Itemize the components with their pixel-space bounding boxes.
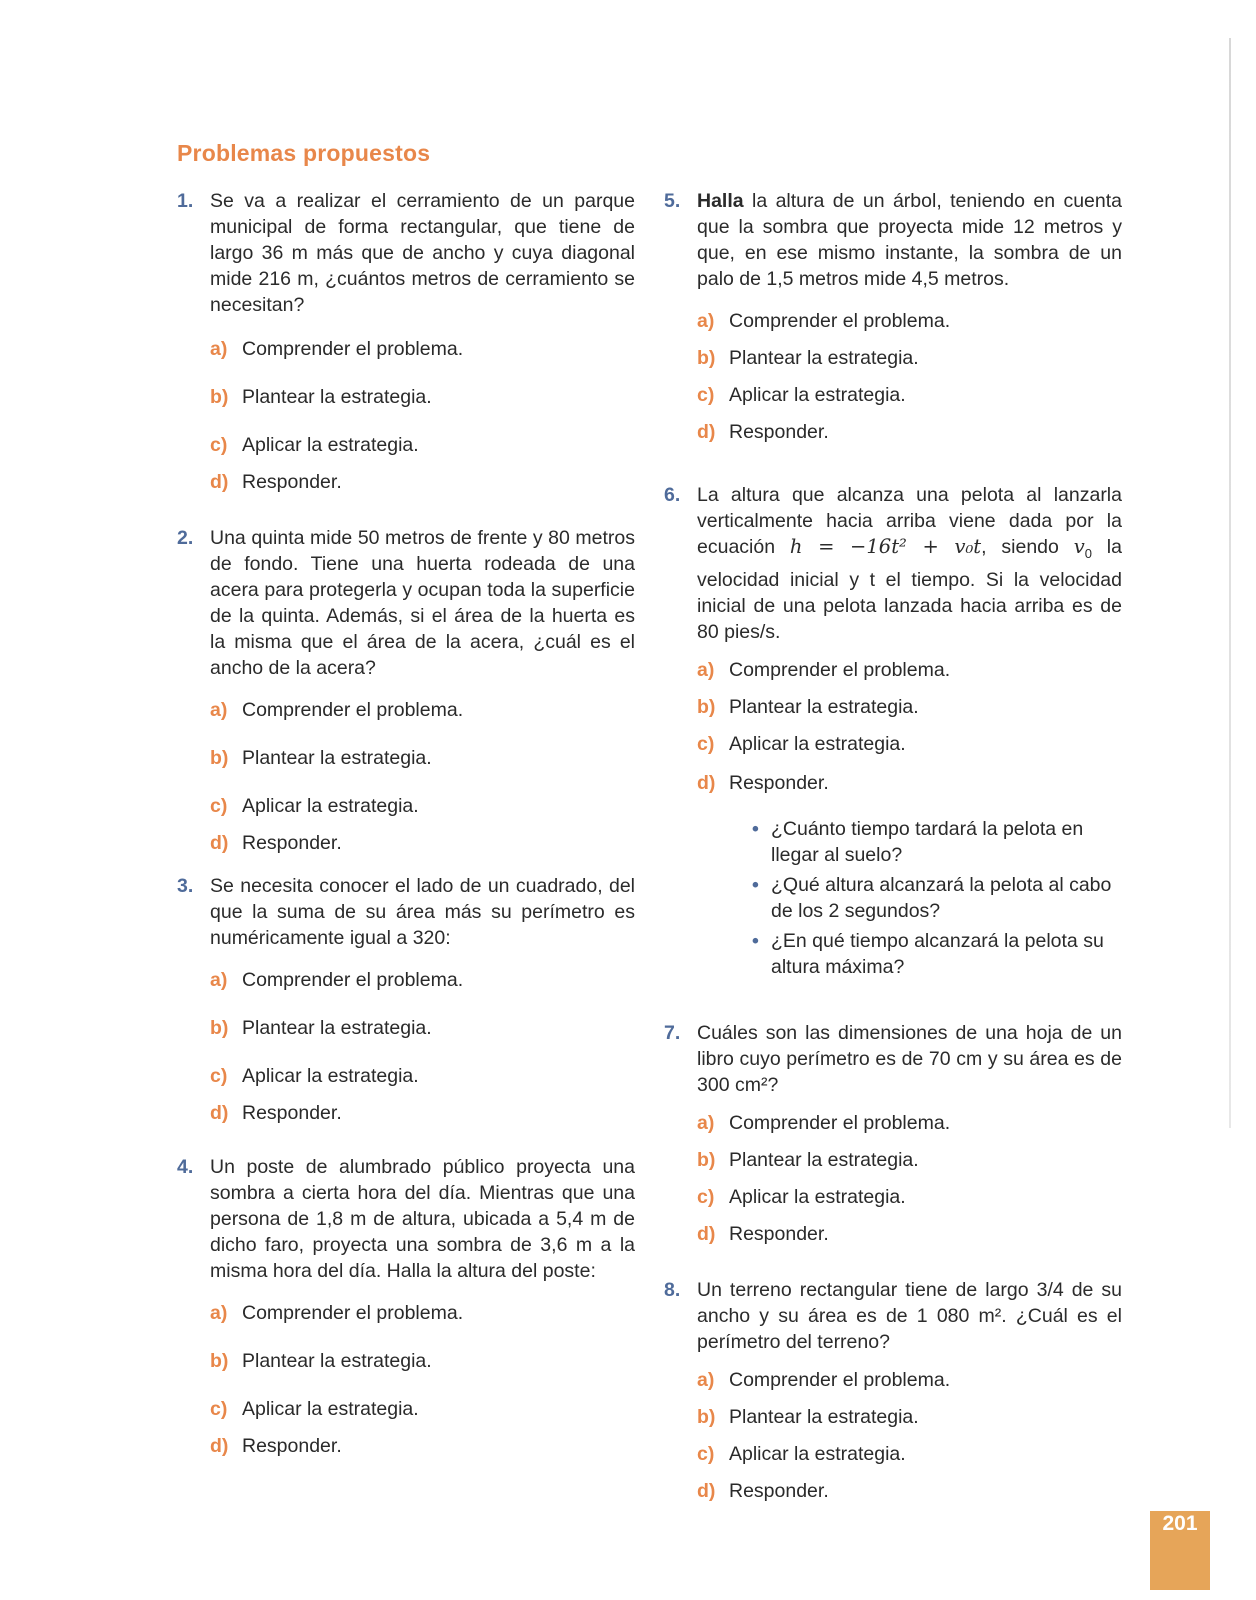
problem-statement: Un terreno rectangular tiene de largo 3/4 de su ancho y su área es de 1 080 m². ¿Cuál es el perímetro del terreno? (697, 1278, 1122, 1353)
step-text: Comprender el problema. (729, 1368, 951, 1391)
step-list (697, 308, 1122, 445)
step-item (210, 469, 635, 495)
step-item (697, 1147, 1122, 1173)
step-text: Responder. (729, 421, 829, 443)
step-text: Comprender el problema. (729, 310, 951, 332)
velocity-subscript: 0 (1084, 545, 1092, 561)
step-letter: a) (210, 338, 228, 360)
question-bullets (697, 816, 1122, 980)
step-letter: b) (697, 347, 716, 369)
step-item (210, 793, 635, 819)
step-text: Comprender el problema. (242, 969, 464, 991)
problem-number: 1. (177, 190, 194, 212)
step-item (697, 1367, 1122, 1393)
bullet-dot-icon: • (752, 873, 759, 896)
bullet-text: ¿Qué altura alcanzará la pelota al cabo de los 2 segundos? (771, 873, 1112, 922)
step-text: Plantear la estrategia. (729, 347, 919, 369)
step-text: Aplicar la estrategia. (242, 1065, 419, 1087)
step-item (697, 1110, 1122, 1136)
step-text: Responder. (242, 1435, 342, 1457)
step-item (210, 336, 635, 362)
step-letter: d) (697, 771, 716, 794)
problem-statement: Una quinta mide 50 metros de frente y 80 metros de fondo. Tiene una huerta rodeada de una acera para protegerla y ocupan toda la superficie de la quinta. Además, si el área de la huerta es la misma que el área de la acera, ¿cuál es el ancho de la acera? (210, 527, 635, 679)
problem-number: 3. (177, 875, 194, 897)
step-letter: a) (210, 969, 228, 991)
page-number: 201 (1162, 1512, 1198, 1535)
step-item (697, 731, 1122, 757)
step-list (697, 1110, 1122, 1247)
step-letter: b) (210, 1017, 229, 1039)
problem-statement: Cuáles son las dimensiones de una hoja de un libro cuyo perímetro es de 70 cm y su área es de 300 cm²? (697, 1021, 1122, 1096)
step-text: Comprender el problema. (729, 1111, 951, 1134)
step-letter: c) (697, 732, 715, 755)
step-item (697, 1441, 1122, 1467)
step-item (697, 1184, 1122, 1210)
problem-statement: Se necesita conocer el lado de un cuadrado, del que la suma de su área más su perímetro es numéricamente igual a 320: (210, 875, 635, 949)
step-letter: d) (697, 1222, 716, 1245)
bullet-dot-icon: • (752, 817, 759, 840)
step-letter: a) (697, 658, 715, 681)
problem-6 (664, 482, 1122, 980)
step-letter: c) (210, 1065, 228, 1087)
step-text: Plantear la estrategia. (729, 1405, 919, 1428)
step-item (210, 384, 635, 410)
step-item (210, 745, 635, 771)
step-item (210, 830, 635, 856)
step-text: Plantear la estrategia. (729, 695, 919, 718)
problem-statement: Se va a realizar el cerramiento de un parque municipal de forma rectangular, que tiene de largo 36 m más que de ancho y cuya diagonal mide 216 m, ¿cuántos metros de cerramiento se necesitan? (210, 190, 635, 316)
step-text: Comprender el problema. (242, 338, 464, 360)
step-letter: b) (697, 1148, 716, 1171)
step-list (697, 1367, 1122, 1504)
step-letter: d) (697, 1479, 716, 1502)
step-letter: c) (210, 434, 228, 456)
step-letter: a) (697, 310, 715, 332)
step-letter: a) (697, 1111, 715, 1134)
step-text: Plantear la estrategia. (242, 386, 432, 408)
step-letter: b) (697, 1405, 716, 1428)
step-item (697, 345, 1122, 371)
problem-4 (177, 1154, 635, 1459)
step-letter: b) (210, 386, 229, 408)
step-item (210, 1100, 635, 1126)
step-item (210, 1396, 635, 1422)
bullet-item (752, 816, 1122, 868)
statement-text: la altura de un árbol, teniendo en cuenta que la sombra que proyecta mide 12 metros y que, en ese mismo instante, la sombra de un palo de 1,5 metros mide 4,5 metros. (697, 190, 1122, 290)
step-letter: d) (210, 1435, 229, 1457)
step-list (210, 697, 635, 856)
bullet-item (752, 928, 1122, 980)
problem-number: 2. (177, 527, 194, 549)
step-item (697, 382, 1122, 408)
statement-text: , siendo (981, 536, 1074, 558)
problem-1 (177, 188, 635, 495)
step-item (210, 967, 635, 993)
page-edge-rule (1229, 38, 1231, 1128)
step-text: Aplicar la estrategia. (242, 434, 419, 456)
problem-number: 7. (664, 1021, 681, 1044)
step-letter: a) (210, 1302, 228, 1324)
step-letter: b) (210, 1350, 229, 1372)
step-text: Aplicar la estrategia. (729, 1185, 906, 1208)
step-letter: d) (210, 471, 229, 493)
step-letter: c) (697, 1185, 715, 1208)
step-item (697, 419, 1122, 445)
problem-5 (664, 188, 1122, 445)
bullet-text: ¿En qué tiempo alcanzará la pelota su altura máxima? (771, 929, 1104, 978)
problem-number: 4. (177, 1156, 194, 1178)
step-text: Plantear la estrategia. (242, 1017, 432, 1039)
statement-text: La altura que alcanza una pelota al lanzarla verticalmente hacia arriba viene dada por la ecuación (697, 484, 1122, 558)
problem-2 (177, 525, 635, 856)
step-text: Aplicar la estrategia. (729, 1442, 906, 1465)
step-letter: c) (210, 1398, 228, 1420)
step-item (697, 1404, 1122, 1430)
step-text: Plantear la estrategia. (242, 747, 432, 769)
step-letter: b) (697, 695, 716, 718)
section-title: Problemas propuestos (177, 140, 431, 166)
step-item (697, 770, 1122, 796)
step-item (210, 697, 635, 723)
step-item (697, 1221, 1122, 1247)
step-item (210, 1063, 635, 1089)
step-list (697, 657, 1122, 796)
step-letter: c) (697, 384, 715, 406)
problem-statement (697, 482, 1122, 645)
statement-text: la velocidad inicial y t el tiempo. Si la velocidad inicial de una pelota lanzada hacia arriba es de 80 pies/s. (697, 536, 1122, 643)
problem-3 (177, 873, 635, 1126)
step-item (697, 1478, 1122, 1504)
step-letter: d) (697, 421, 716, 443)
problem-8 (664, 1277, 1122, 1504)
step-text: Aplicar la estrategia. (729, 384, 906, 406)
step-item (697, 308, 1122, 334)
step-letter: c) (210, 795, 228, 817)
step-item (210, 432, 635, 458)
step-list (210, 967, 635, 1126)
problem-statement: Un poste de alumbrado público proyecta una sombra a cierta hora del día. Mientras que una persona de 1,8 m de altura, ubicada a 5,4 m de dicho faro, proyecta una sombra de 3,6 m a la misma hora del día. Halla la altura del poste: (210, 1156, 635, 1282)
step-letter: b) (210, 747, 229, 769)
step-item (210, 1300, 635, 1326)
step-text: Aplicar la estrategia. (242, 795, 419, 817)
problem-7 (664, 1020, 1122, 1247)
step-list (210, 1300, 635, 1459)
step-text: Responder. (729, 1479, 829, 1502)
step-letter: a) (210, 699, 228, 721)
step-item (210, 1015, 635, 1041)
right-column (664, 188, 1122, 1504)
bullet-item (752, 872, 1122, 924)
step-item (697, 694, 1122, 720)
step-item (697, 657, 1122, 683)
problem-number: 5. (664, 190, 681, 212)
step-text: Plantear la estrategia. (729, 1148, 919, 1171)
bullet-dot-icon: • (752, 929, 759, 952)
height-equation: h = −16t² + v₀t (789, 535, 982, 558)
bullet-text: ¿Cuánto tiempo tardará la pelota en llegar al suelo? (771, 817, 1084, 866)
step-text: Responder. (242, 471, 342, 493)
problem-number: 8. (664, 1278, 681, 1301)
step-text: Aplicar la estrategia. (242, 1398, 419, 1420)
step-text: Comprender el problema. (242, 699, 464, 721)
step-text: Responder. (729, 771, 829, 794)
left-column (177, 188, 635, 1459)
step-list (210, 336, 635, 495)
bold-verb: Halla (697, 190, 744, 212)
step-text: Comprender el problema. (729, 658, 951, 681)
step-text: Comprender el problema. (242, 1302, 464, 1324)
step-letter: c) (697, 1442, 715, 1465)
step-letter: d) (210, 832, 229, 854)
step-item (210, 1433, 635, 1459)
step-text: Responder. (729, 1222, 829, 1245)
step-letter: a) (697, 1368, 715, 1391)
step-text: Aplicar la estrategia. (729, 732, 906, 755)
step-text: Responder. (242, 832, 342, 854)
step-text: Plantear la estrategia. (242, 1350, 432, 1372)
step-letter: d) (210, 1102, 229, 1124)
step-text: Responder. (242, 1102, 342, 1124)
velocity-symbol: v (1073, 535, 1085, 558)
problem-statement (697, 188, 1122, 292)
step-item (210, 1348, 635, 1374)
problem-number: 6. (664, 484, 681, 506)
